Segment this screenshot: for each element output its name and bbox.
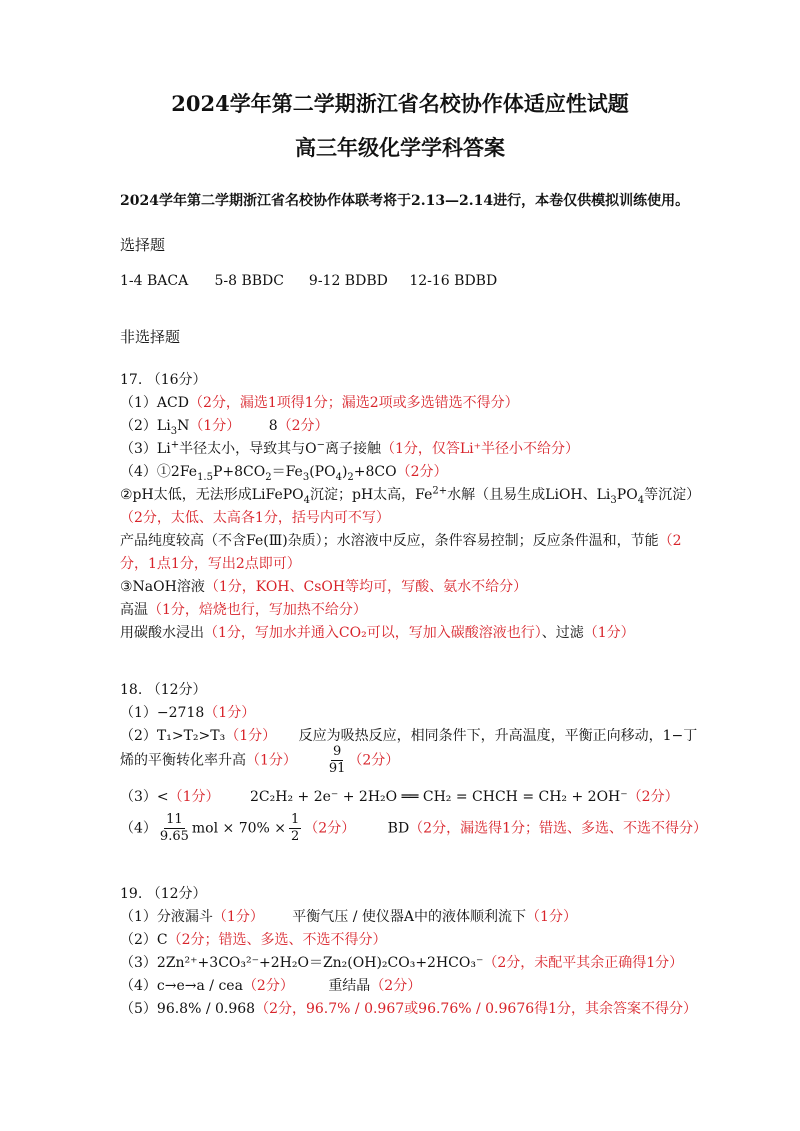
q17-part4-t-f: +8CO: [353, 464, 397, 480]
q17-l11-text-b: 、过滤: [541, 625, 584, 641]
q18-frac-num: 9: [332, 744, 342, 759]
q19-p1-answer: （1）分液漏斗: [120, 909, 213, 925]
q17-part3-sup2: −: [316, 439, 325, 451]
q19-part5: [120, 998, 697, 1018]
q18-p2b-score1: （1分）: [246, 752, 297, 769]
q17-l5-b: 沉淀；pH太高，Fe: [310, 487, 433, 503]
q17-l7-text: 产品纯度较高（不含Fe(Ⅲ)杂质）；水溶液中反应，条件容易控制；反应条件温和，节能: [120, 533, 659, 549]
q17-part4-2: [120, 484, 700, 506]
mc-heading: 选择题: [120, 236, 166, 254]
q18-p4-mid: mol × 70% ×: [191, 820, 286, 837]
q17-part1-score: （2分，漏选1项得1分；漏选2项或多选错选不得分）: [188, 395, 519, 411]
q19-p2-score: （2分；错选、多选、不选不得分）: [167, 932, 387, 948]
q17-l10-score: （1分，焙烧也行，写加热不给分）: [148, 602, 367, 618]
q18-frac-den: 91: [328, 761, 346, 776]
q18-p1-score: （1分）: [204, 705, 256, 721]
q18-part2: [120, 725, 697, 745]
q19-part2: [120, 929, 387, 949]
mc-group-1: 1-4 BACA: [120, 273, 189, 289]
q19-p3-equation: （3）2Zn²⁺+3CO₃²⁻+2H₂O＝Zn₂(OH)₂CO₃+2HCO₃⁻: [120, 955, 484, 971]
q17-l11-score1: （1分，写加水并通入CO₂可以，写加入碳酸溶液也行）: [204, 625, 542, 641]
q19-p4-score1: （2分）: [242, 978, 294, 994]
q17-l5-d: PO: [616, 487, 638, 503]
q17-part4: [120, 461, 448, 483]
q18-p2-explain: 反应为吸热反应，相同条件下，升高温度，平衡正向移动，1−丁: [298, 728, 698, 744]
q18-part1: [120, 702, 255, 722]
q19-p4-score2: （2分）: [370, 978, 422, 994]
q18-p1-answer: （1）−2718: [120, 705, 205, 721]
q17-part4-3c: [120, 622, 635, 642]
q17-part4-s5: 2: [347, 471, 354, 483]
q18-p4-label: （4）: [120, 820, 157, 837]
q17-part2-text-a: （2）Li: [120, 418, 171, 434]
q17-part4-3: [120, 576, 527, 596]
q18-p3-score2: （2分）: [627, 789, 679, 805]
q19-p2-answer: （2）C: [120, 932, 168, 948]
q17-part3-sup1: +: [170, 439, 180, 451]
mc-group-3: 9-12 BDBD: [308, 273, 388, 289]
q19-part4: [120, 975, 421, 995]
q17-l9-text: ③NaOH溶液: [120, 579, 205, 595]
q18-p3-score1: （1分）: [168, 789, 220, 805]
q18-p2b-score2: （2分）: [348, 752, 400, 769]
q18-part4: [120, 812, 707, 845]
q17-part4-3b: [120, 599, 367, 619]
q17-part3-score: （1分，仅答Li⁺半径小不给分）: [380, 441, 580, 457]
q19-p4-answer: （4）c→e→a / cea: [120, 978, 243, 994]
q17-part4-t-e: ): [341, 464, 348, 480]
q17-part3-text-b: 半径太小，导致其与O: [179, 441, 317, 457]
mc-group-2: 5-8 BBDC: [214, 273, 284, 289]
q17-part4-t-a: （4）①2Fe: [120, 464, 198, 480]
q19-p4-answer2: 重结晶: [328, 978, 371, 994]
q18-fraction: [329, 744, 346, 777]
q17-part2: [120, 415, 329, 437]
q17-l9-score: （1分，KOH、CsOH等均可，写酸、氨水不给分）: [204, 579, 528, 595]
q17-part2-score1: （1分）: [189, 418, 241, 434]
q17-part2-text-b: N: [177, 418, 190, 434]
q18-p4-answer2: BD: [387, 820, 410, 837]
q17-part1: [120, 392, 519, 412]
q17-part4-advantages-score: 分，1点1分，写出2点即可）: [120, 556, 301, 572]
q17-part4-2-score: （2分，太低、太高各1分，括号内可不写）: [120, 510, 390, 526]
q18-p2-score: （1分）: [225, 728, 277, 744]
q17-l5-s3: 4: [637, 494, 645, 506]
q17-l11-text: 用碳酸水浸出: [120, 625, 204, 641]
q19-p1-score1: （1分）: [212, 909, 264, 925]
q17-part4-s3: 3: [302, 471, 310, 483]
q17-part4-s1: 1.5: [197, 471, 213, 483]
q19-p3-score: （2分，未配平其余正确得1分）: [483, 955, 684, 971]
q17-l10-text: 高温: [120, 602, 148, 618]
q18-p4-den2: 2: [291, 829, 300, 844]
q18-p4-frac2: [289, 812, 301, 845]
q17-part4-s2: 2: [265, 471, 272, 483]
q17-l5-s1: 4: [303, 494, 311, 506]
q19-p5-answer: （5）96.8% / 0.968: [120, 1001, 256, 1017]
q17-part4-advantages: [120, 530, 682, 550]
q17-l5-a: ②pH太低，无法形成LiFePO: [120, 487, 304, 503]
page-subtitle: 高三年级化学学科答案: [295, 135, 505, 160]
q18-part2b: [120, 744, 399, 777]
q19-heading: 19. （12分）: [120, 886, 207, 902]
q18-p4-num2: 1: [291, 812, 300, 827]
q18-p4-score1: （2分）: [304, 820, 356, 837]
q17-l5-e: 等沉淀）: [644, 487, 701, 503]
q17-part2-answer2: 8: [268, 418, 278, 434]
q17-part4-s4: 4: [335, 471, 342, 483]
q17-part1-answer: （1）ACD: [120, 395, 189, 411]
q19-p1-answer2: 平衡气压 / 使仪器A中的液体顺利流下: [292, 909, 527, 925]
q17-l5-sup: 2+: [432, 485, 448, 497]
non-mc-heading: 非选择题: [120, 328, 181, 346]
q19-part1: [120, 906, 577, 926]
q19-part3: [120, 952, 683, 972]
q17-part4-t-c: ＝Fe: [271, 464, 303, 480]
q19-p1-score2: （1分）: [526, 909, 577, 925]
q17-part3-text-c: 离子接触: [324, 441, 381, 457]
page-title: 2024学年第二学期浙江省名校协作体适应性试题: [171, 91, 629, 116]
q17-part4-t-b: P+8CO: [212, 464, 266, 480]
q17-l5-c: 水解（且易生成LiOH、Li: [447, 487, 611, 503]
q18-p4-num1: 11: [166, 812, 183, 827]
q17-part3-text-a: （3）Li: [120, 441, 171, 457]
q17-part2-score2: （2分）: [277, 418, 329, 434]
exam-notice: 2024学年第二学期浙江省名校协作体联考将于2.13—2.14进行，本卷仅供模拟训练使用。: [120, 193, 690, 209]
q18-p4-frac1: [160, 812, 189, 845]
q17-l11-score2: （1分）: [583, 625, 635, 641]
q18-p3-answer: （3）<: [120, 789, 169, 805]
q17-part3: [120, 438, 579, 458]
q18-p2b-text: 烯的平衡转化率升高: [120, 752, 246, 769]
q19-p5-score: （2分，96.7% / 0.967或96.76% / 0.9676得1分，其余答案不得分）: [255, 1001, 698, 1017]
q18-part3: [120, 786, 679, 806]
q18-heading: 18. （12分）: [120, 682, 207, 698]
q17-part4-t-d: (PO: [309, 464, 336, 480]
mc-group-4: 12-16 BDBD: [409, 273, 498, 289]
q18-p2-answer: （2）T₁>T₂>T₃: [120, 728, 226, 744]
q17-l7-score: （2: [658, 533, 682, 549]
mc-answers: [120, 273, 497, 289]
q18-p4-den1: 9.65: [159, 829, 189, 844]
q17-part4-score: （2分）: [396, 464, 448, 480]
q18-p4-score2: （2分，漏选得1分；错选、多选、不选不得分）: [409, 820, 707, 837]
q17-heading: 17. （16分）: [120, 372, 207, 388]
q17-l5-s2: 3: [610, 494, 617, 506]
q17-part2-sub: 3: [170, 425, 178, 437]
q18-p3-equation: 2C₂H₂ + 2e⁻ + 2H₂O ══ CH₂ = CHCH = CH₂ + 2OH⁻: [250, 789, 628, 805]
